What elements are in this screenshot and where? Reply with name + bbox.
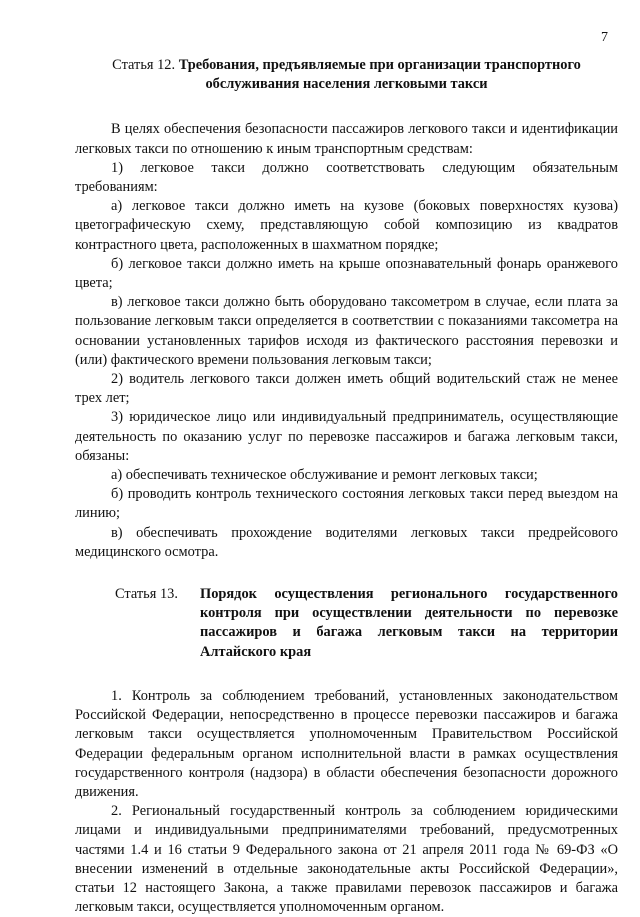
article-12-heading — [75, 56, 618, 94]
page-number: 7 — [601, 30, 608, 45]
article-12-paragraph: б) проводить контроль технического состояния легковых такси перед выездом на линию; — [75, 486, 618, 522]
article-12-paragraph: а) обеспечивать техническое обслуживание и ремонт легковых такси; — [111, 467, 538, 484]
article-12-title: Требования, предъявляемые при организации транспортного обслуживания населения легковыми такси — [178, 57, 581, 93]
article-12-paragraph: а) легковое такси должно иметь на кузове (боковых поверхностях кузова) цветографическую схему, представляющую собой композицию из квадратов контрастного цвета, расположенных в шахматном порядке; — [75, 198, 618, 253]
document-body — [75, 56, 618, 917]
article-12-paragraph: 2) водитель легкового такси должен иметь общий водительский стаж не менее трех лет; — [75, 371, 618, 407]
article-13-paragraph: 1. Контроль за соблюдением требований, установленных законодательством Российской Федерации, непосредственно в процессе перевозки пассажиров и багажа легковым такси осуществляется уполномоченным Правительством Российской Федерации федеральным органом исполнительной власти в рамках осуществления государственного контроля (надзора) в области обеспечения безопасности дорожного движения. — [75, 687, 618, 800]
article-12-paragraph: в) обеспечивать прохождение водителями легковых такси предрейсового медицинского осмотра. — [75, 524, 618, 560]
article-13-title: Порядок осуществления регионального государственного контроля при осуществлении деятельности по перевозке пассажиров и багажа легковым такси на территории Алтайского края — [200, 586, 618, 660]
article-12-paragraph: 3) юридическое лицо или индивидуальный предприниматель, осуществляющие деятельность по оказанию услуг по перевозке пассажиров и багажа легковым такси, обязаны: — [75, 409, 618, 464]
article-13-label: Статья 13. — [115, 586, 178, 603]
article-12-label: Статья 12. — [112, 57, 176, 73]
article-12-paragraph: в) легковое такси должно быть оборудовано таксометром в случае, если плата за пользование легковым такси определяется в соответствии с показаниями таксометра на основании установленных тарифов исходя из фактического расстояния перевозки и (или) фактического времени пользования легковым такси; — [75, 294, 618, 368]
article-12-paragraph: 1) легковое такси должно соответствовать следующим обязательным требованиям: — [75, 159, 618, 196]
article-13-heading — [75, 585, 618, 662]
article-13-paragraph: 2. Региональный государственный контроль за соблюдением юридическими лицами и индивидуальными предпринимателями требований, предусмотренных частями 1.4 и 16 статьи 9 Федерального закона от 21 апреля 2011 года № 69-ФЗ «О внесении изменений в отдельные законодательные акты Российской Федерации», статьи 12 настоящего Закона, а также правилами перевозок пассажиров и багажа легковым такси, осуществляется уполномоченным органом. — [75, 803, 618, 916]
article-12-paragraph: В целях обеспечения безопасности пассажиров легкового такси и идентификации легковых такси по отношению к иным транспортным средствам: — [75, 121, 618, 157]
article-12-paragraph: б) легковое такси должно иметь на крыше опознавательный фонарь оранжевого цвета; — [75, 255, 618, 292]
